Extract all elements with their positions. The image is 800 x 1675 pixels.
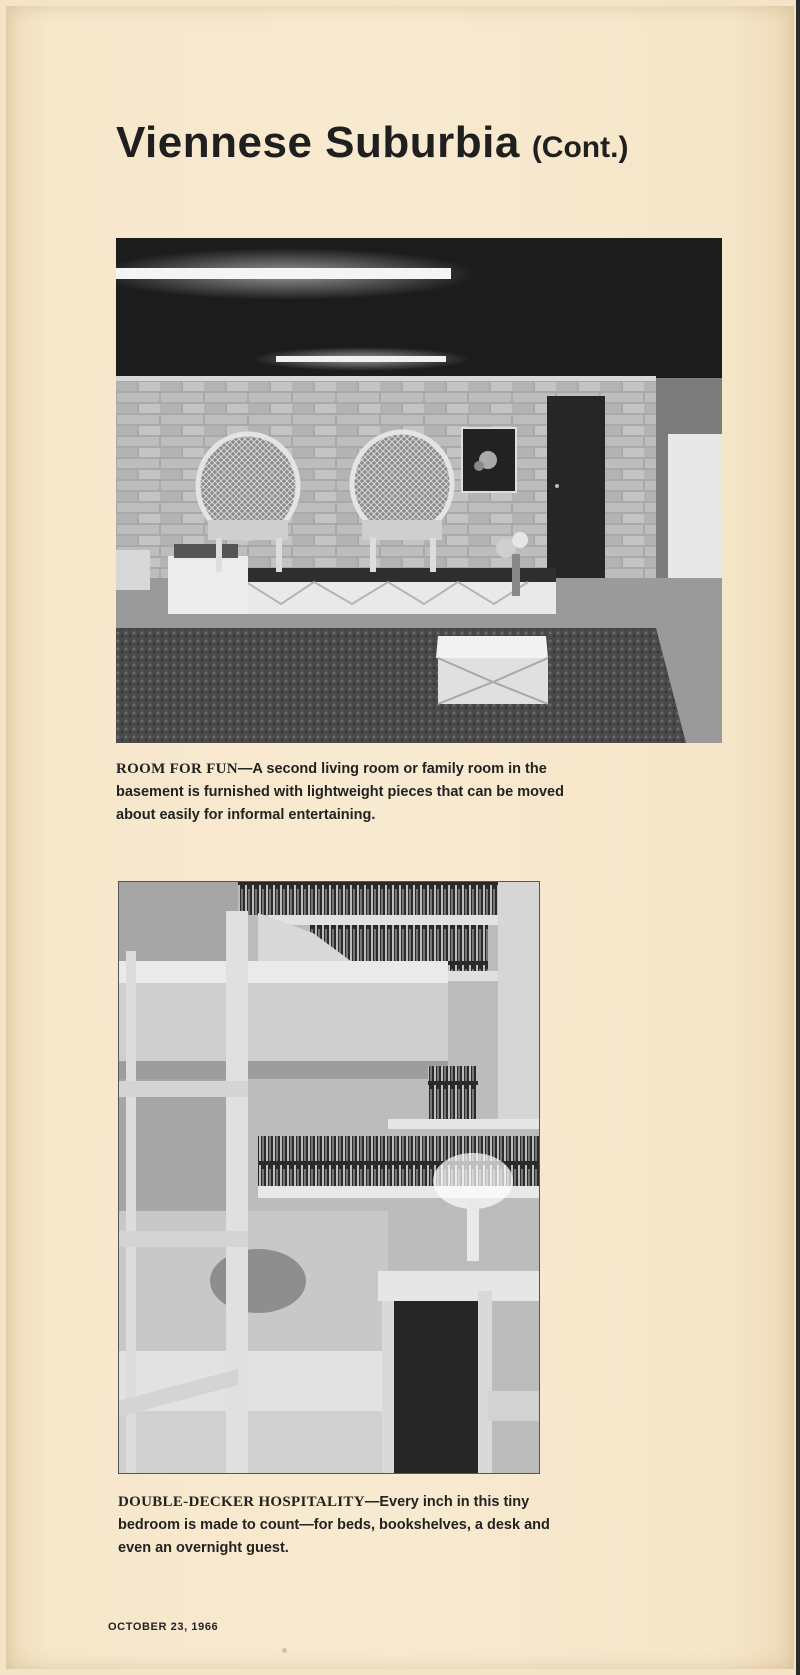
room-for-fun-caption [116,758,566,827]
title-suffix: (Cont.) [531,131,629,164]
page-title [116,118,628,168]
paper-stain [282,1648,287,1653]
page-edge [796,0,800,1675]
issue-date: OCTOBER 23, 1966 [108,1621,219,1633]
room-for-fun-photo [116,238,722,743]
caption-lead: ROOM FOR FUN [116,761,238,777]
double-decker-photo [118,881,540,1474]
caption-text: —A second living room or family room in the basement is furnished with lightweight pieces that can be moved about easily for informal entertaining. [116,761,564,823]
title-text: Viennese Suburbia [116,118,520,167]
double-decker-caption [118,1491,558,1560]
caption-lead: DOUBLE-DECKER HOSPITALITY [118,1494,365,1510]
caption-text: —Every inch in this tiny bedroom is made to count—for beds, bookshelves, a desk and even an overnight guest. [118,1494,550,1556]
